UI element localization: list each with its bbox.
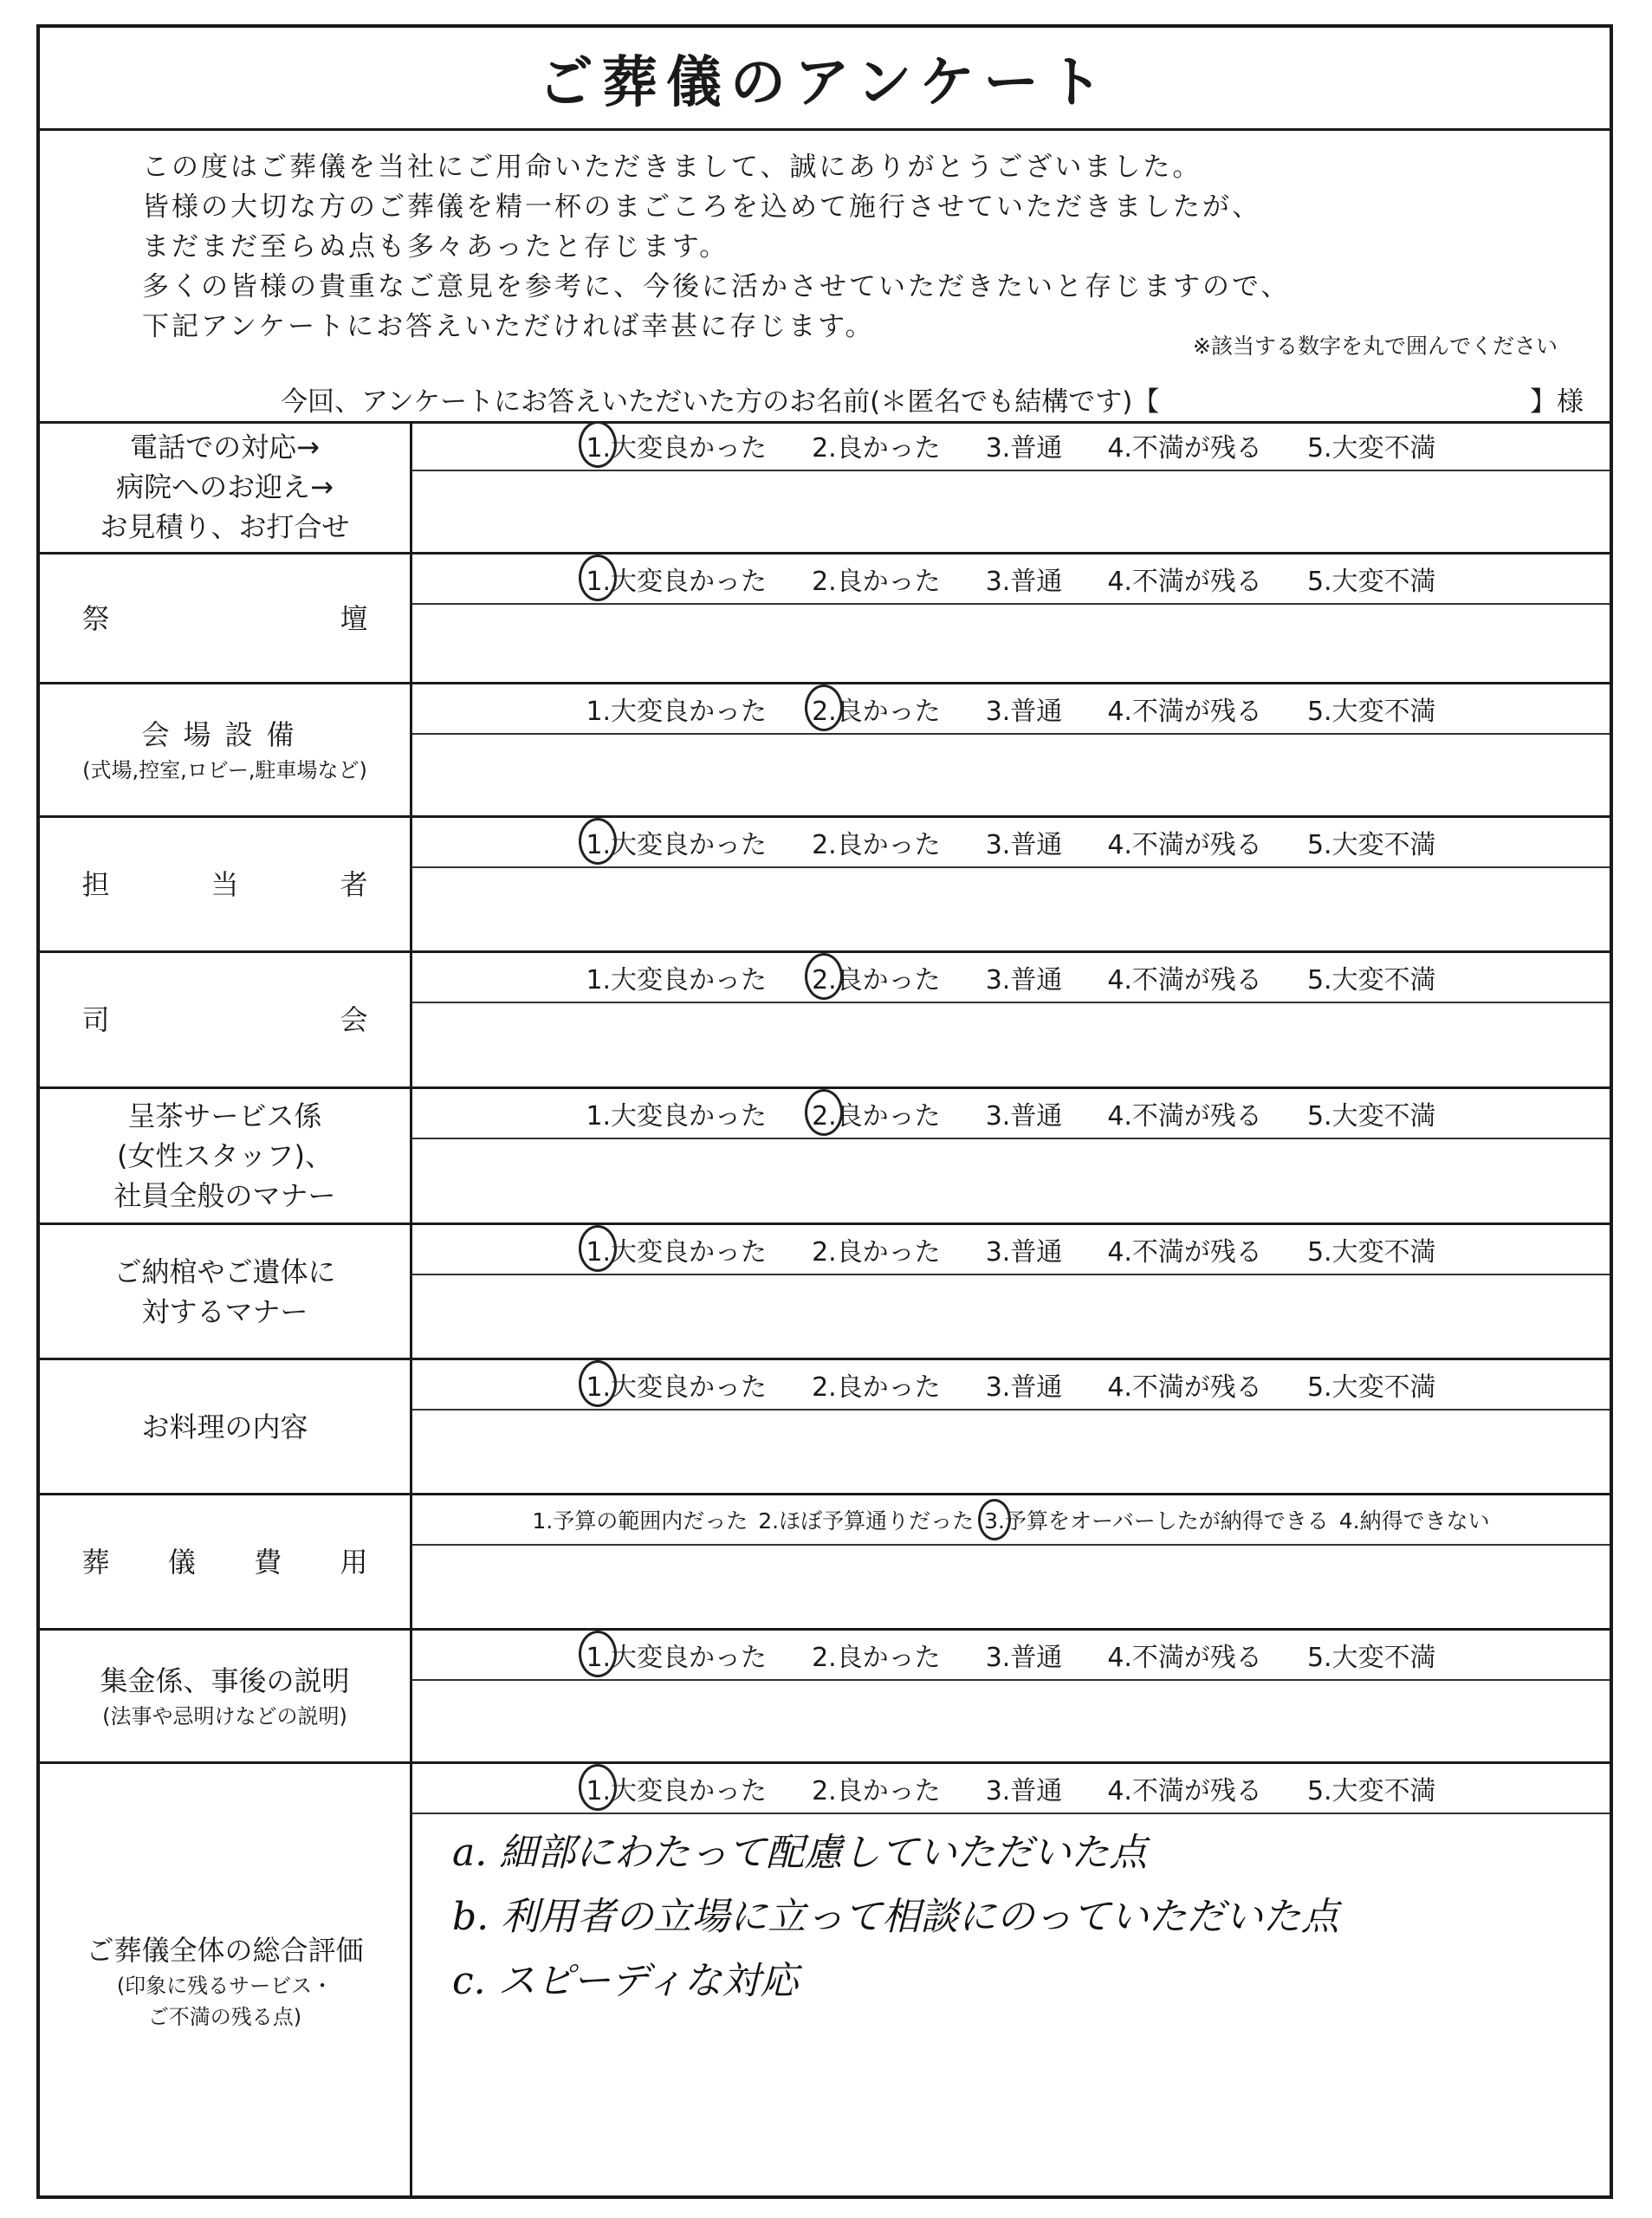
rating-option[interactable]: 2.良かった	[812, 1643, 941, 1673]
label-char: 会	[340, 1003, 368, 1036]
intro-line: 多くの皆様の貴重なご意見を参考に、今後に活かさせていただきたいと存じますので、	[142, 271, 1291, 302]
rating-option-selected[interactable]: 1.大変良かった	[586, 1636, 767, 1674]
question-label	[40, 554, 412, 682]
rating-option[interactable]: 5.大変不満	[1306, 1237, 1436, 1268]
rating-options	[412, 1089, 1610, 1139]
question-row	[40, 1089, 1610, 1225]
page-title: ご葬儀のアンケート	[537, 51, 1112, 115]
question-label	[40, 1495, 412, 1628]
rating-option-selected[interactable]: 1.大変良かった	[586, 823, 767, 861]
rating-option[interactable]: 4.不満が残る	[1107, 697, 1262, 727]
label-line: ご葬儀全体の総合評価	[86, 1934, 364, 1967]
label-char: 壇	[340, 601, 368, 635]
rating-option[interactable]: 4.不満が残る	[1107, 830, 1262, 860]
rating-option[interactable]: 4.不満が残る	[1107, 1372, 1262, 1403]
rating-option[interactable]: 1.予算の範囲内だった	[532, 1508, 748, 1534]
label-line: 社員全般のマナー	[113, 1179, 336, 1212]
rating-option-selected[interactable]: 1.大変良かった	[586, 560, 767, 598]
rating-option[interactable]: 3.普通	[985, 1101, 1063, 1132]
label-char: 葬	[81, 1545, 110, 1579]
label-char: 者	[340, 867, 368, 901]
rating-options	[412, 554, 1610, 605]
comment-line: b. 利用者の立場に立って相談にのっていただいた点	[452, 1895, 1339, 1939]
rating-option[interactable]: 5.大変不満	[1306, 830, 1436, 860]
rating-option[interactable]: 3.普通	[985, 433, 1063, 464]
label-char: 儀	[167, 1545, 196, 1579]
title-bar	[40, 28, 1610, 131]
rating-option-selected[interactable]: 1.大変良かった	[586, 426, 767, 464]
rating-option-selected[interactable]: 2.良かった	[812, 1094, 941, 1132]
rating-option-selected[interactable]: 2.良かった	[812, 958, 941, 996]
label-char: 当	[211, 867, 239, 901]
rating-option[interactable]: 4.不満が残る	[1107, 1237, 1262, 1268]
label-line: お料理の内容	[141, 1410, 308, 1443]
rating-option[interactable]: 2.ほぼ予算通りだった	[758, 1508, 975, 1534]
intro-text	[142, 147, 1290, 347]
rating-options	[412, 953, 1610, 1003]
label-char: 用	[340, 1545, 368, 1579]
label-char: 祭	[81, 601, 110, 635]
rating-option[interactable]: 4.不満が残る	[1107, 1643, 1262, 1673]
rating-option[interactable]: 5.大変不満	[1306, 1643, 1436, 1673]
rating-option-selected[interactable]: 1.大変良かった	[586, 1769, 767, 1807]
label-subtext: (法事や忌明けなどの説明)	[102, 1703, 347, 1728]
question-row	[40, 1495, 1610, 1631]
rating-option[interactable]: 2.良かった	[812, 1237, 941, 1268]
label-line: (女性スタッフ)、	[117, 1139, 333, 1172]
handwritten-comments	[452, 1821, 1339, 2014]
question-row	[40, 684, 1610, 818]
name-suffix: 】様	[1530, 386, 1584, 418]
question-row	[40, 554, 1610, 684]
rating-option[interactable]: 5.大変不満	[1306, 965, 1436, 996]
survey-form	[36, 24, 1613, 2199]
rating-options	[412, 1225, 1610, 1275]
rating-option[interactable]: 1.大変良かった	[586, 965, 768, 996]
question-label	[40, 1360, 412, 1493]
rating-option[interactable]: 5.大変不満	[1306, 697, 1436, 727]
intro-section	[40, 128, 1610, 424]
rating-option[interactable]: 3.普通	[985, 965, 1063, 996]
question-label	[40, 953, 412, 1086]
rating-options	[412, 684, 1610, 735]
rating-options	[412, 1495, 1610, 1546]
question-row	[40, 953, 1610, 1089]
rating-option[interactable]: 5.大変不満	[1306, 433, 1436, 464]
rating-options	[412, 818, 1610, 868]
question-label	[40, 1089, 412, 1222]
rating-options	[412, 421, 1610, 471]
intro-line: 皆様の大切な方のご葬儀を精一杯のまごころを込めて施行させていただきましたが、	[142, 191, 1261, 223]
label-subtext: (式場,控室,ロビー,駐車場など)	[82, 757, 367, 782]
question-label	[40, 1631, 412, 1761]
label-line: 電話での対応→	[130, 430, 320, 464]
rating-option[interactable]: 2.良かった	[812, 567, 941, 597]
rating-options	[412, 1631, 1610, 1681]
question-row	[40, 818, 1610, 953]
label-line: 病院へのお迎え→	[116, 470, 334, 503]
rating-option[interactable]: 3.普通	[985, 697, 1063, 727]
rating-option[interactable]: 4.不満が残る	[1107, 1776, 1262, 1806]
label-char: 費	[254, 1545, 282, 1579]
rating-option[interactable]: 2.良かった	[812, 1776, 941, 1806]
rating-option[interactable]: 4.不満が残る	[1107, 1101, 1262, 1132]
intro-line: まだまだ至らぬ点も多々あったと存じます。	[142, 231, 729, 263]
rating-options	[412, 1764, 1610, 1814]
rating-option[interactable]: 3.普通	[985, 830, 1063, 860]
comment-line: a. 細部にわたって配慮していただいた点	[452, 1831, 1148, 1875]
rating-option[interactable]: 3.普通	[985, 1776, 1063, 1806]
rating-option[interactable]: 4.不満が残る	[1107, 965, 1262, 996]
rating-option[interactable]: 3.普通	[985, 1237, 1063, 1268]
rating-option[interactable]: 2.良かった	[812, 1372, 941, 1403]
instruction-note: ※該当する数字を丸で囲んでください	[1193, 334, 1558, 359]
rating-option[interactable]: 3.普通	[985, 1643, 1063, 1673]
rating-option[interactable]: 4.不満が残る	[1107, 567, 1262, 597]
intro-line: この度はご葬儀を当社にご用命いただきまして、誠にありがとうございました。	[142, 152, 1202, 183]
question-label	[40, 1225, 412, 1358]
question-label	[40, 818, 412, 950]
rating-option[interactable]: 1.大変良かった	[586, 697, 768, 727]
rating-option-selected[interactable]: 1.大変良かった	[586, 1365, 767, 1404]
label-line: お見積り、お打合せ	[100, 509, 350, 543]
rating-option[interactable]: 4.納得できない	[1338, 1508, 1490, 1534]
rating-option[interactable]: 2.良かった	[812, 830, 941, 860]
label-line: 呈茶サービス係	[127, 1099, 322, 1132]
label-char: 司	[81, 1003, 110, 1036]
rating-option[interactable]: 2.良かった	[812, 433, 941, 464]
label-subtext: (印象に残るサービス・ ご不満の残る点)	[116, 1974, 334, 2029]
label-line: 集金係、事後の説明	[100, 1664, 350, 1697]
rating-option[interactable]: 5.大変不満	[1306, 1776, 1436, 1806]
rating-option-selected[interactable]: 3.予算をオーバーしたが納得できる	[984, 1504, 1329, 1535]
rating-option[interactable]: 5.大変不満	[1306, 1101, 1436, 1132]
label-line: 会場設備	[141, 717, 308, 751]
comment-line: c. スピーディな対応	[452, 1959, 799, 2003]
rating-option-selected[interactable]: 2.良かった	[812, 690, 941, 728]
rating-option[interactable]: 5.大変不満	[1306, 567, 1436, 597]
rating-option-selected[interactable]: 1.大変良かった	[586, 1230, 767, 1268]
rating-option[interactable]: 4.不満が残る	[1107, 433, 1262, 464]
label-line: ご納棺やご遺体に	[113, 1255, 336, 1288]
question-label	[40, 684, 412, 815]
rating-option[interactable]: 5.大変不満	[1306, 1372, 1436, 1403]
question-row	[40, 1360, 1610, 1495]
question-row	[40, 421, 1610, 554]
question-label	[40, 1764, 412, 2199]
rating-option[interactable]: 3.普通	[985, 1372, 1063, 1403]
question-row	[40, 1764, 1610, 2199]
rating-options	[412, 1360, 1610, 1411]
rating-option[interactable]: 1.大変良かった	[586, 1101, 768, 1132]
name-prompt: 今回、アンケートにお答えいただいた方のお名前(＊匿名でも結構です)【	[281, 386, 1160, 418]
question-row	[40, 1631, 1610, 1764]
label-line: 対するマナー	[141, 1294, 308, 1328]
question-label	[40, 421, 412, 552]
question-row	[40, 1225, 1610, 1360]
intro-line: 下記アンケートにお答えいただければ幸甚に存じます。	[142, 311, 875, 342]
rating-option[interactable]: 3.普通	[985, 567, 1063, 597]
label-char: 担	[81, 867, 110, 901]
